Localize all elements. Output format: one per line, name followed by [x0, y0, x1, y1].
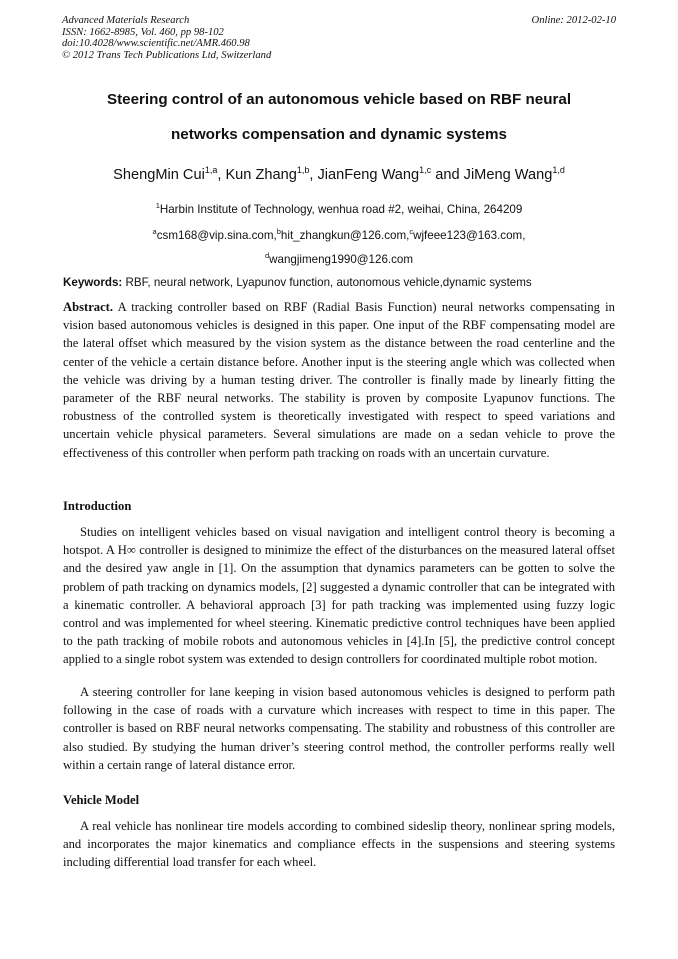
keywords-label: Keywords: — [63, 276, 123, 289]
section-heading-introduction: Introduction — [63, 499, 132, 513]
author-name: ShengMin Cui — [113, 167, 205, 183]
author-name: JianFeng Wang — [317, 167, 420, 183]
affiliation — [20, 203, 658, 216]
paper-title-line-1: Steering control of an autonomous vehicle based on RBF neural — [106, 91, 572, 108]
issn-line: ISSN: 1662-8985, Vol. 460, pp 98-102 — [62, 26, 224, 38]
affiliation-text: Harbin Institute of Technology, wenhua road #2, weihai, China, 264209 — [159, 203, 523, 216]
doi-line: doi:10.4028/www.scientific.net/AMR.460.98 — [62, 38, 250, 50]
email-list-line-2 — [20, 253, 658, 266]
introduction-paragraph-1: Studies on intelligent vehicles based on visual navigation and intelligent control theory is becoming a hotspot. A H∞ controller is designed to minimize the effect of the disturbances on the measured lateral offset and the desired yaw angle in [1]. On the assumption that dynamics parameters can be gotten to solve the problem of path tracking on dynamics models, [2] suggested a dynamic controller that can be integrated with a kinematic controller. A behavioral approach [3] for path tracking was implemented using fuzzy logic control and was implemented for wheel steering. Kinematic predictive control techniques have been applied to the path tracking of mobile robots and autonomous vehicles in [4].In [5], the predictive control concept applied to a single robot system was extended to design controllers for coordinated multiple robot motion. — [63, 525, 615, 667]
abstract-label: Abstract. — [63, 300, 114, 314]
journal-header — [62, 15, 616, 61]
abstract-text: A tracking controller based on RBF (Radial Basis Function) neural networks compensating in vision based autonomous vehicles is designed in this paper. One input of the RBF compensating model are the lateral offset which measured by the vision system as the distance between the road centerline and the center of the vehicle a certain distance before. Another input is the steering angle which was collected when the vehicle was driving by a human testing driver. The controller is finally made by linearly fitting the parameter of the RBF neural networks. The stability is proven by composite Lyapunov functions. The robustness of the controlled system is theoretically investigated with respect to speed variations and uncertain vehicle physical parameters. Several simulations are made on a sedan vehicle to prove the effectiveness of this controller when perform path tracking on roads with an uncertain curvature. — [63, 300, 615, 460]
author-name: Kun Zhang — [225, 167, 297, 183]
keywords-text: RBF, neural network, Lyapunov function, autonomous vehicle,dynamic systems — [125, 276, 532, 289]
affiliation-superscript: 1 — [155, 201, 160, 210]
email-address[interactable]: hit_zhangkun@126.com, — [280, 229, 410, 242]
author-superscript: 1,b — [296, 165, 310, 175]
introduction-paragraph-2: A steering controller for lane keeping in vision based autonomous vehicles is designed to perform path following in the case of roads with a curvature which increases with respect to time in this paper. The controller is based on RBF neural networks compensating. The stability and robustness of this controller are also studied. By studying the human driver’s steering control method, the controller performs really well within a certain range of lateral distance error. — [63, 685, 615, 772]
author-superscript: 1,c — [419, 165, 432, 175]
abstract — [63, 298, 615, 462]
email-address[interactable]: wangjimeng1990@126.com — [269, 253, 414, 266]
author-superscript: 1,a — [204, 165, 218, 175]
copyright-line: © 2012 Trans Tech Publications Ltd, Switzerland — [62, 49, 272, 61]
email-superscript: b — [276, 227, 281, 236]
author-name: JiMeng Wang — [463, 167, 553, 183]
email-address[interactable]: csm168@vip.sina.com, — [156, 229, 277, 242]
online-date: Online: 2012-02-10 — [531, 15, 616, 26]
email-address[interactable]: wjfeee123@163.com, — [413, 229, 526, 242]
vehicle-model-paragraph-1: A real vehicle has nonlinear tire models according to combined sideslip theory, nonlinear spring models, and incorporates the major kinematics and compliance effects in the suspensions and steering systems including differential load transfer for each wheel. — [63, 819, 615, 870]
section-heading-vehicle-model: Vehicle Model — [63, 793, 140, 807]
email-superscript: d — [264, 251, 270, 260]
paper-title-line-2: networks compensation and dynamic systems — [171, 126, 507, 143]
keywords — [63, 276, 615, 289]
author-list: ShengMin Cui$^{1,a}$, Kun Zhang$^{1,b}$, JianFeng Wang$^{1,c}$ and JiMeng Wang$^{1,d}$ — [113, 165, 565, 183]
author-superscript: 1,d — [552, 165, 565, 175]
email-superscript: c — [409, 227, 414, 236]
email-superscript: a — [152, 227, 157, 236]
email-list — [20, 229, 658, 242]
journal-name: Advanced Materials Research — [62, 15, 190, 26]
